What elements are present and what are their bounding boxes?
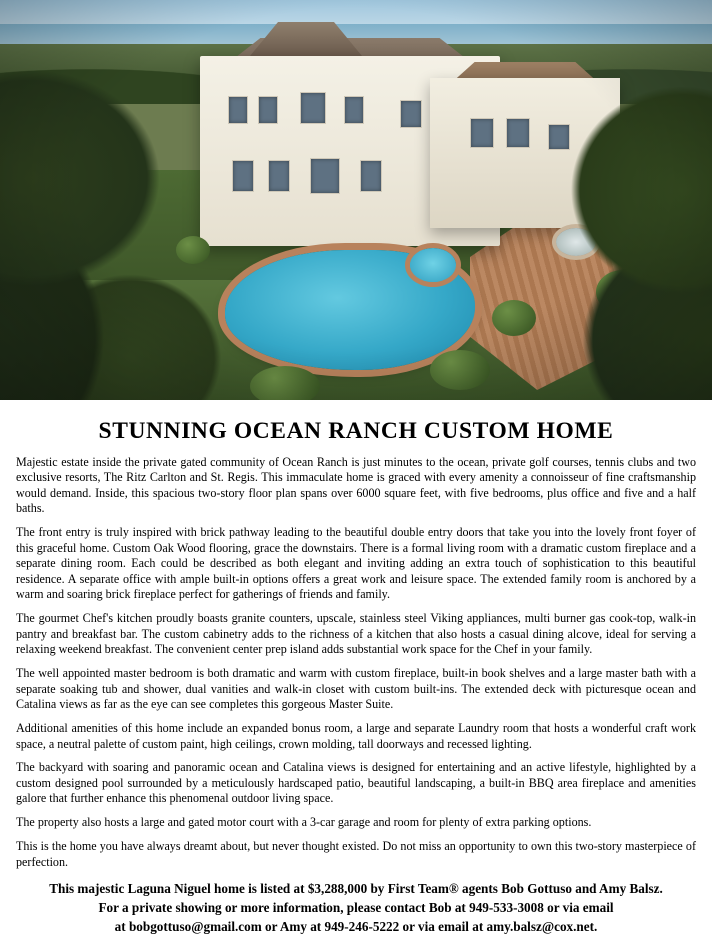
window	[300, 92, 326, 124]
paragraph-5: Additional amenities of this home include an expanded bonus room, a large and separate Laundry room that hosts a wonderful craft work space, a neutral palette of custom paint, high ceilings, crown molding, tall doorways and recessed lighting.	[16, 721, 696, 751]
shrub	[250, 366, 320, 400]
listing-price-line: This majestic Laguna Niguel home is listed at $3,288,000 by First Team® agents Bob Gottuso and Amy Balsz.	[49, 881, 663, 897]
page-title: STUNNING OCEAN RANCH CUSTOM HOME	[98, 418, 614, 444]
paragraph-1: Majestic estate inside the private gated community of Ocean Ranch is just minutes to the ocean, private golf courses, tennis clubs and two exclusive resorts, The Ritz Carlton and St. Regis. This immaculate home is graced with every amenity a connoisseur of fine craftsmanship would demand. Inside, this spacious two-story floor plan spans over 6000 square feet, with five bedrooms, plus office and five and a half baths.	[16, 455, 696, 516]
paragraph-3: The gourmet Chef's kitchen proudly boasts granite counters, upscale, stainless steel Viking appliances, multi burner gas cook-top, walk-in pantry and breakfast bar. The custom cabinetry adds to the richness of a kitchen that also hosts a casual dining alcove, ideal for serving a relaxing weekend breakfast. The convenient center prep island adds substantial work space for the Chef in your family.	[16, 611, 696, 657]
paragraph-4: The well appointed master bedroom is both dramatic and warm with custom fireplace, built-in book shelves and a large master bath with a separate soaking tub and shower, dual vanities and walk-in closet with custom built-ins. The extended deck with picturesque ocean and Catalina views as far as the eye can see completes this gorgeous Master Suite.	[16, 666, 696, 712]
left-foliage	[0, 58, 260, 400]
email-line: at bobgottuso@gmail.com or Amy at 949-246-5222 or via email at amy.balsz@cox.net.	[114, 918, 598, 934]
window	[258, 96, 278, 124]
right-foliage	[462, 70, 712, 400]
property-photo	[0, 0, 712, 400]
spa	[410, 248, 456, 282]
listing-copy	[0, 400, 712, 936]
window	[400, 100, 422, 128]
window	[360, 160, 382, 192]
window	[344, 96, 364, 124]
showing-line: For a private showing or more information, please contact Bob at 949-533-3008 or via email	[98, 900, 614, 916]
contact-block	[16, 880, 696, 936]
paragraph-6: The backyard with soaring and panoramic ocean and Catalina views is designed for entertaining and an active lifestyle, highlighted by a custom designed pool surrounded by a meticulously hardscaped patio, beautiful landscaping, a built-in BBQ area fireplace and amenities galore that further enhance this phenomenal outdoor living space.	[16, 760, 696, 806]
window	[268, 160, 290, 192]
paragraph-7: The property also hosts a large and gated motor court with a 3-car garage and room for plenty of extra parking options.	[16, 815, 592, 830]
window	[310, 158, 340, 194]
paragraph-8: This is the home you have always dreamt about, but never thought existed. Do not miss an opportunity to own this two-story masterpiece of perfection.	[16, 839, 696, 869]
paragraph-2: The front entry is truly inspired with brick pathway leading to the beautiful double entry doors that take you into the lovely front foyer of this graceful home. Custom Oak Wood flooring, grace the downstairs. There is a formal living room with a dramatic custom fireplace and a separate dining room. Each could be described as both elegant and inviting adding an extra touch of sophistication to this beautiful residence. A separate office with ample built-in options offers a great work and leisure space. The extended family room is anchored by a warm and soaring brick fireplace perfect for gatherings of friends and family.	[16, 525, 696, 602]
